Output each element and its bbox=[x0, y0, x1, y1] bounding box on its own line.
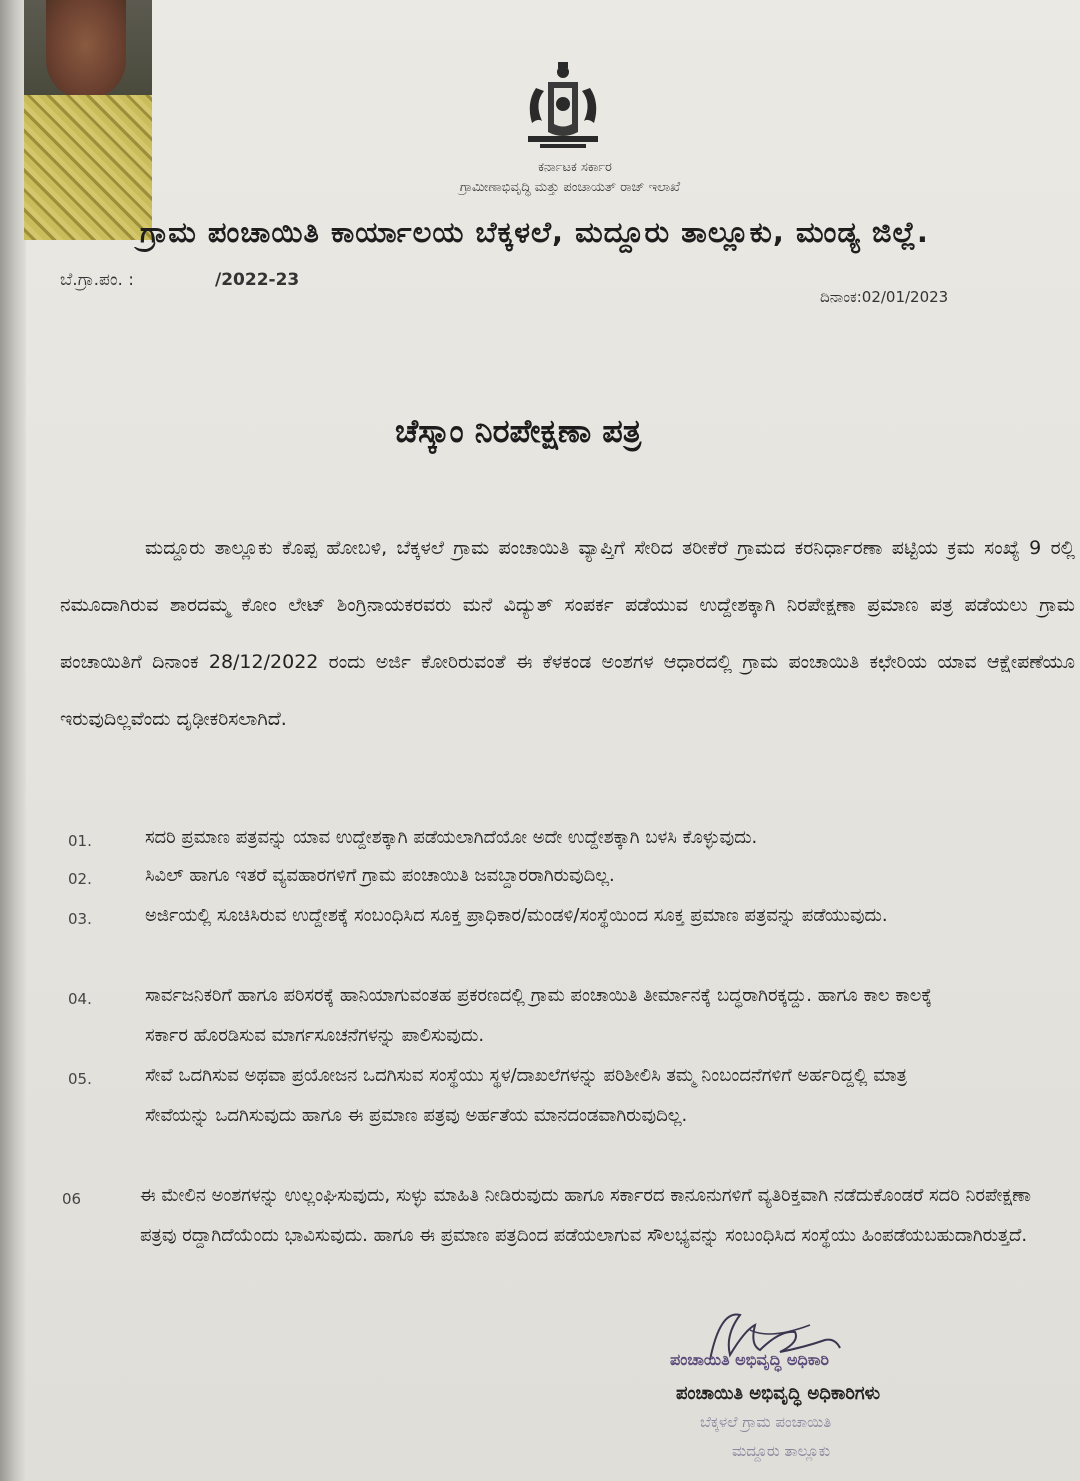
photo-saree bbox=[24, 95, 152, 240]
karnataka-emblem-icon bbox=[518, 58, 608, 158]
stamp-text-middle: ಬೆಕ್ಕಳಲೆ ಗ್ರಾಮ ಪಂಚಾಯಿತಿ bbox=[700, 1413, 832, 1431]
government-name: ಕರ್ನಾಟಕ ಸರ್ಕಾರ bbox=[538, 160, 612, 175]
photo-face bbox=[46, 0, 126, 100]
condition-number: 01. bbox=[68, 832, 92, 850]
condition-text: ಸಾರ್ವಜನಿಕರಿಗೆ ಹಾಗೂ ಪರಿಸರಕ್ಕೆ ಹಾನಿಯಾಗುವಂತಹ ಪ್ರಕರಣದಲ್ಲಿ ಗ್ರಾಮ ಪಂಚಾಯಿತಿ ತೀರ್ಮಾನಕ್ಕೆ ಬದ್ಧರಾಗಿರಕ್ಕದ್ದು. ಹಾಗೂ ಕಾಲ ಕಾಲಕ್ಕೆ ಸರ್ಕಾರ ಹೊರಡಿಸುವ ಮಾರ್ಗಸೂಚನೆಗಳನ್ನು ಪಾಲಿಸುವುದು. bbox=[145, 985, 932, 1046]
department-name: ಗ್ರಾಮೀಣಾಭಿವೃದ್ಧಿ ಮತ್ತು ಪಂಚಾಯತ್ ರಾಜ್ ಇಲಾಖೆ bbox=[459, 180, 681, 195]
condition-text: ಸದರಿ ಪ್ರಮಾಣ ಪತ್ರವನ್ನು ಯಾವ ಉದ್ದೇಶಕ್ಕಾಗಿ ಪಡೆಯಲಾಗಿದೆಯೋ ಅದೇ ಉದ್ದೇಶಕ್ಕಾಗಿ ಬಳಸಿ ಕೊಳ್ಳುವುದು. bbox=[145, 827, 758, 848]
reference-label: ಬೆ.ಗ್ರಾ.ಪಂ. : bbox=[60, 270, 135, 290]
condition-text: ಈ ಮೇಲಿನ ಅಂಶಗಳನ್ನು ಉಲ್ಲಂಘಿಸುವುದು, ಸುಳ್ಳು ಮಾಹಿತಿ ನೀಡಿರುವುದು ಹಾಗೂ ಸರ್ಕಾರದ ಕಾನೂನುಗಳಿಗೆ ವ್ಯತಿರಿಕ್ತವಾಗಿ ನಡೆದುಕೊಂಡರೆ ಸದರಿ ನಿರಪೇಕ್ಷಣಾ ಪತ್ರವು ರದ್ದಾಗಿದೆಯೆಂದು ಭಾವಿಸುವುದು. ಹಾಗೂ ಈ ಪ್ರಮಾಣ ಪತ್ರದಿಂದ ಪಡೆಯಲಾಗುವ ಸೌಲಭ್ಯವನ್ನು ಸಂಬಂಧಿಸಿದ ಸಂಸ್ಥೆಯು ಹಿಂಪಡೆಯಬಹುದಾಗಿರುತ್ತದೆ. bbox=[140, 1185, 1031, 1246]
body-paragraph-text: ಮದ್ದೂರು ತಾಲ್ಲೂಕು ಕೊಪ್ಪ ಹೋಬಳಿ, ಬೆಕ್ಕಳಲೆ ಗ್ರಾಮ ಪಂಚಾಯಿತಿ ವ್ಯಾಪ್ತಿಗೆ ಸೇರಿದ ತರೀಕೆರೆ ಗ್ರಾಮದ ಕರನಿರ್ಧಾರಣಾ ಪಟ್ಟಿಯ ಕ್ರಮ ಸಂಖ್ಯೆ 9 ರಲ್ಲಿ ನಮೂದಾಗಿರುವ ಶಾರದಮ್ಮ ಕೋಂ ಲೇಟ್ ಶಿಂಗ್ರಿನಾಯಕರವರು ಮನೆ ವಿದ್ಯುತ್ ಸಂಪರ್ಕ ಪಡೆಯುವ ಉದ್ದೇಶಕ್ಕಾಗಿ ನಿರಪೇಕ್ಷಣಾ ಪ್ರಮಾಣ ಪತ್ರ ಪಡೆಯಲು ಗ್ರಾಮ ಪಂಚಾಯಿತಿಗೆ ದಿನಾಂಕ 28/12/2022 ರಂದು ಅರ್ಜಿ ಕೋರಿರುವಂತೆ ಈ ಕೆಳಕಂಡ ಅಂಶಗಳ ಆಧಾರದಲ್ಲಿ ಗ್ರಾಮ ಪಂಚಾಯಿತಿ ಕಛೇರಿಯ ಯಾವ ಆಕ್ಷೇಪಣೆಯೂ ಇರುವುದಿಲ್ಲವೆಂದು ದೃಢೀಕರಿಸಲಾಗಿದೆ. bbox=[60, 537, 1075, 730]
page-edge-shadow bbox=[0, 0, 26, 1481]
condition-number: 02. bbox=[68, 870, 92, 888]
reference-number: /2022-23 bbox=[215, 270, 300, 290]
condition-number: 05. bbox=[68, 1070, 92, 1088]
body-paragraph bbox=[60, 520, 1075, 748]
condition-text: ಅರ್ಜಿಯಲ್ಲಿ ಸೂಚಿಸಿರುವ ಉದ್ದೇಶಕ್ಕೆ ಸಂಬಂಧಿಸಿದ ಸೂಕ್ತ ಪ್ರಾಧಿಕಾರ/ಮಂಡಳಿ/ಸಂಸ್ಥೆಯಿಂದ ಸೂಕ್ತ ಪ್ರಮಾಣ ಪತ್ರವನ್ನು ಪಡೆಯುವುದು. bbox=[145, 905, 888, 926]
document-title: ಚೆಸ್ಕಾಂ ನಿರಪೇಕ್ಷಣಾ ಪತ್ರ bbox=[395, 412, 642, 450]
officer-title: ಪಂಚಾಯಿತಿ ಅಭಿವೃದ್ಧಿ ಅಧಿಕಾರಿಗಳು bbox=[676, 1383, 881, 1404]
document-date: ದಿನಾಂಕ:02/01/2023 bbox=[820, 288, 949, 306]
condition-text: ಸೇವೆ ಒದಗಿಸುವ ಅಥವಾ ಪ್ರಯೋಜನ ಒದಗಿಸುವ ಸಂಸ್ಥೆಯು ಸ್ಥಳ/ದಾಖಲೆಗಳನ್ನು ಪರಿಶೀಲಿಸಿ ತಮ್ಮ ನಿಂಬಂದನೆಗಳಿಗೆ ಅರ್ಹರಿದ್ದಲ್ಲಿ ಮಾತ್ರ ಸೇವೆಯನ್ನು ಒದಗಿಸುವುದು ಹಾಗೂ ಈ ಪ್ರಮಾಣ ಪತ್ರವು ಅರ್ಹತೆಯ ಮಾನದಂಡವಾಗಿರುವುದಿಲ್ಲ. bbox=[145, 1065, 907, 1126]
condition-number: 04. bbox=[68, 990, 92, 1008]
officer-signature bbox=[670, 1300, 900, 1390]
applicant-photo bbox=[24, 0, 152, 240]
condition-text: ಸಿವಿಲ್ ಹಾಗೂ ಇತರೆ ವ್ಯವಹಾರಗಳಿಗೆ ಗ್ರಾಮ ಪಂಚಾಯಿತಿ ಜವಬ್ದಾರರಾಗಿರುವುದಿಲ್ಲ. bbox=[145, 865, 615, 886]
condition-number: 03. bbox=[68, 910, 92, 928]
condition-number: 06 bbox=[62, 1190, 82, 1208]
stamp-text-top: ಪಂಚಾಯಿತಿ ಅಭಿವೃದ್ಧಿ ಅಧಿಕಾರಿ bbox=[670, 1350, 829, 1369]
stamp-text-bottom: ಮದ್ದೂರು ತಾಲ್ಲೂಕು bbox=[732, 1442, 831, 1460]
office-heading: ಗ್ರಾಮ ಪಂಚಾಯಿತಿ ಕಾರ್ಯಾಲಯ ಬೆಕ್ಕಳಲೆ, ಮದ್ದೂರು ತಾಲ್ಲೂಕು, ಮಂಡ್ಯ ಜಿಲ್ಲೆ. bbox=[140, 215, 929, 249]
